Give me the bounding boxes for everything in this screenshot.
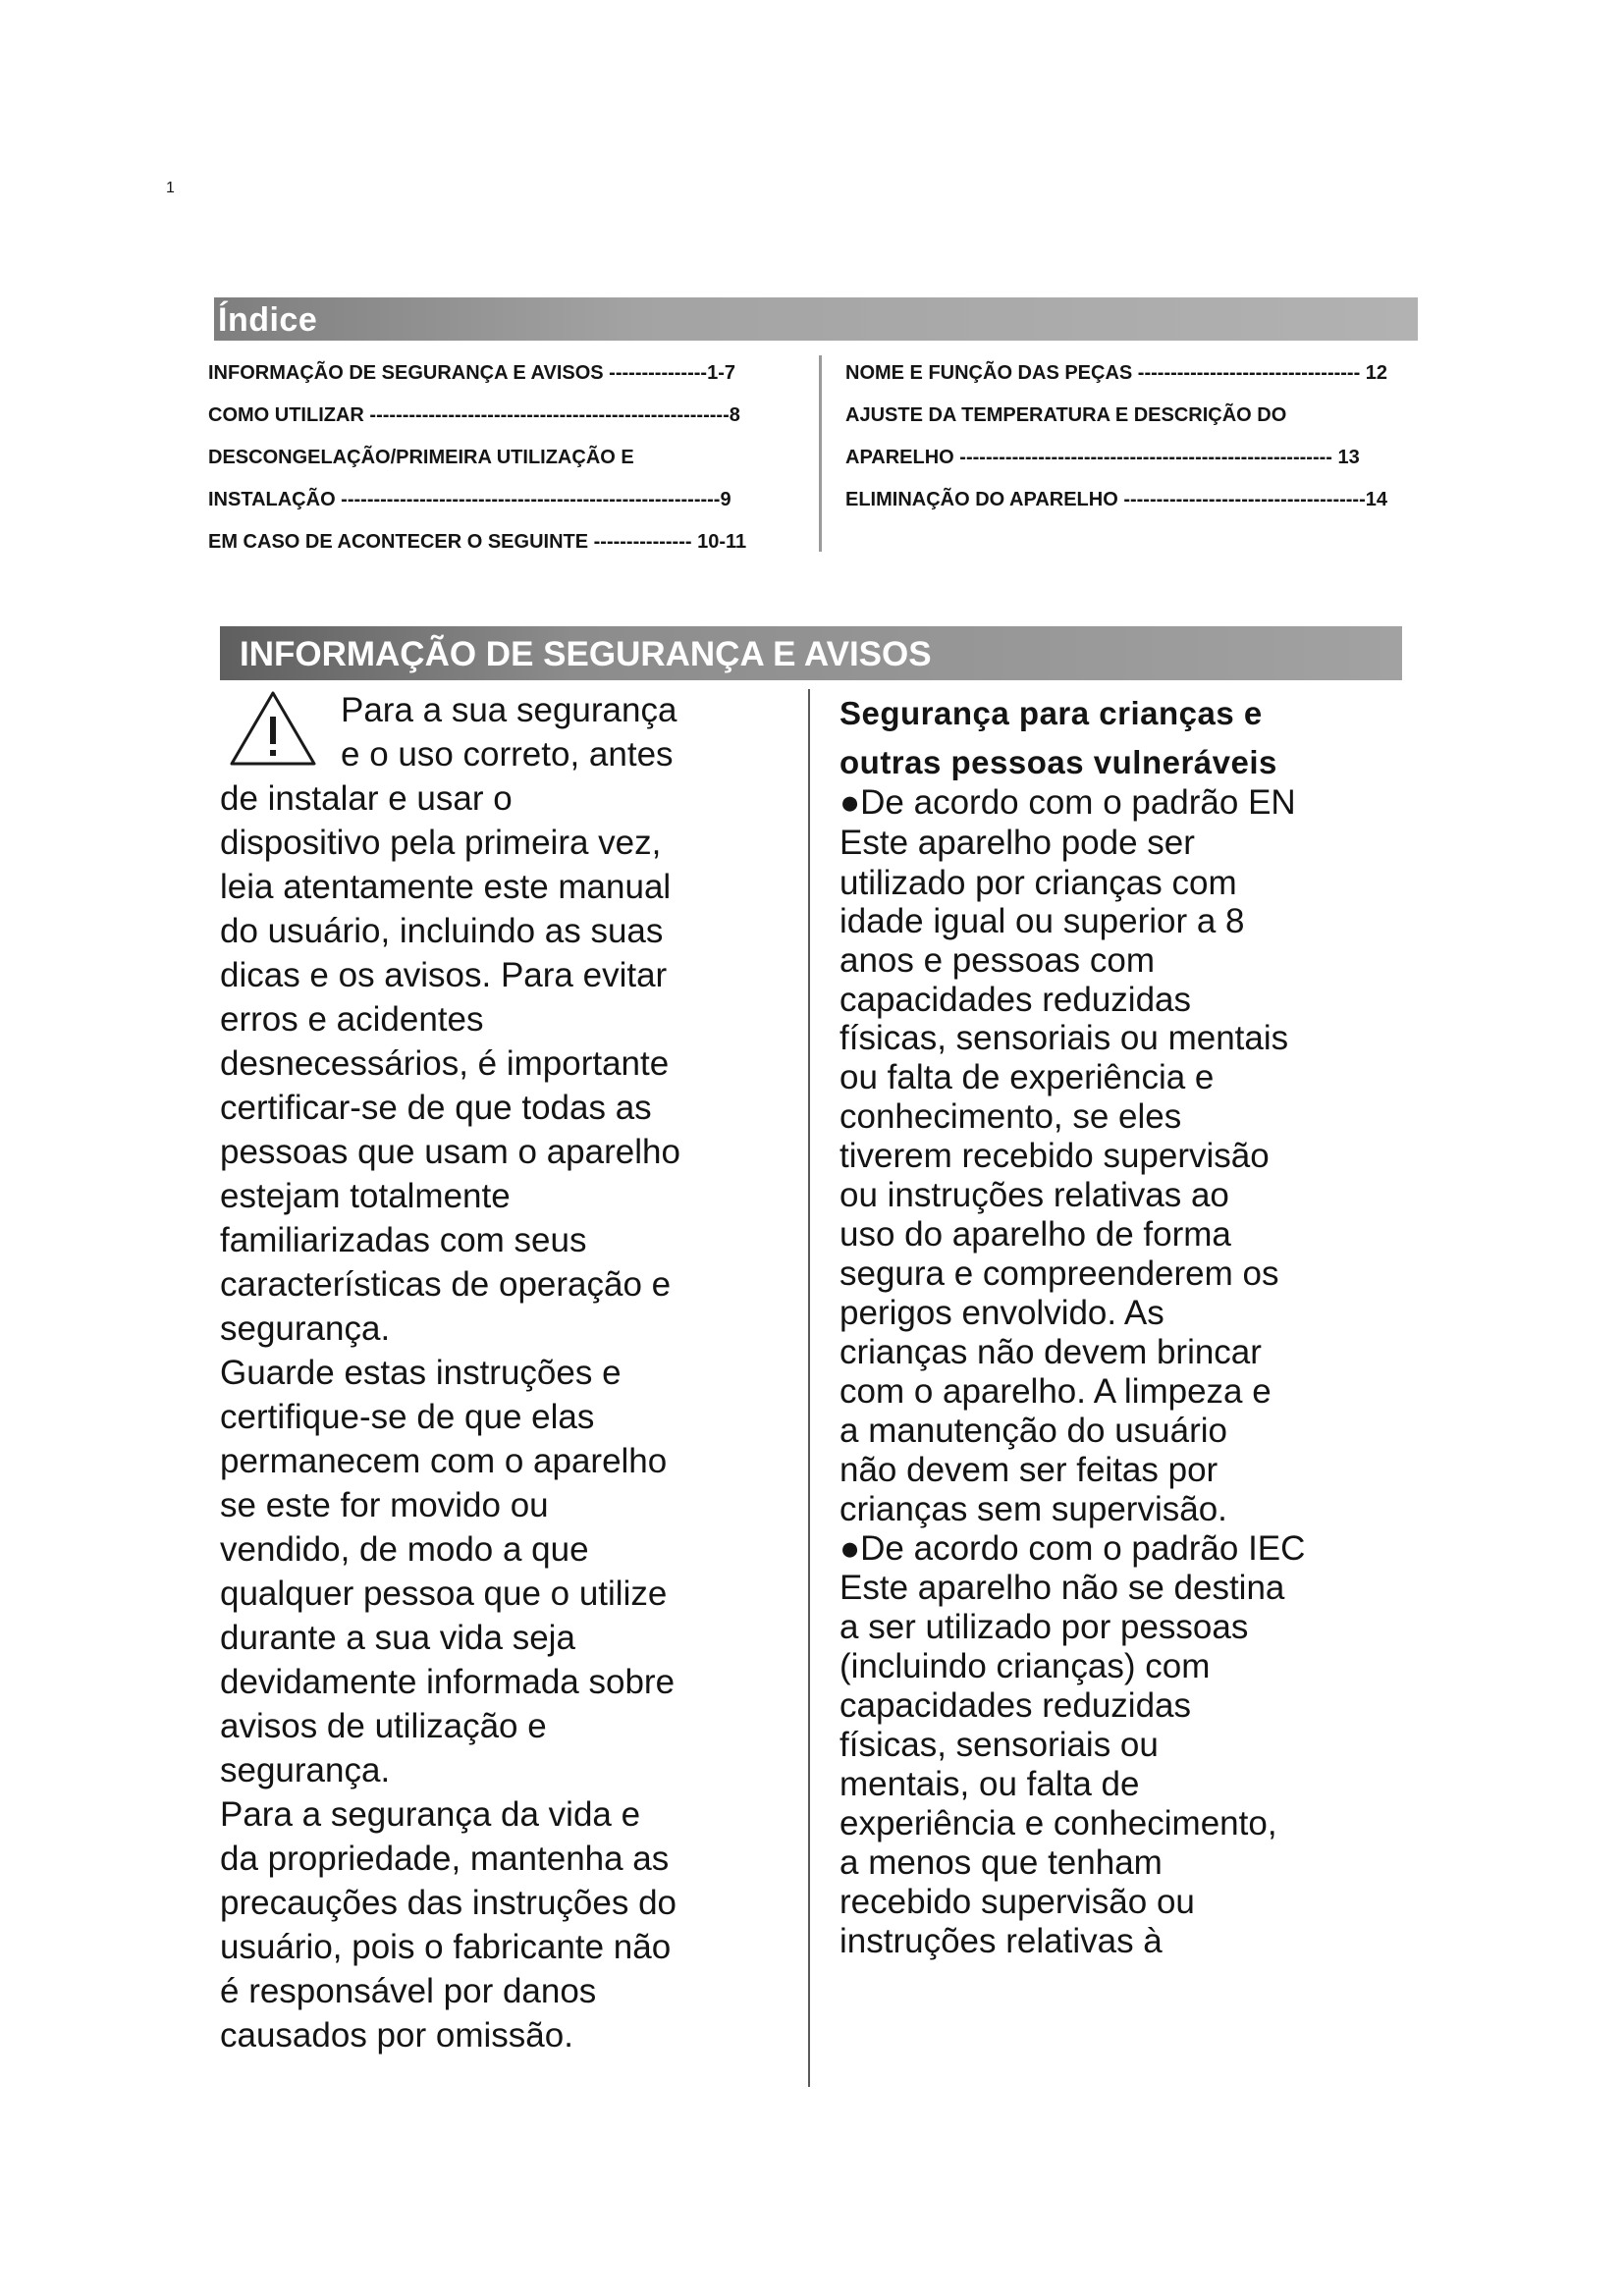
body-line: capacidades reduzidas xyxy=(839,981,1192,1019)
body-line: durante a sua vida seja xyxy=(220,1619,575,1657)
body-line: segurança. xyxy=(220,1751,391,1789)
body-line: ●De acordo com o padrão IEC xyxy=(839,1529,1306,1568)
body-line: erros e acidentes xyxy=(220,1000,484,1039)
index-header-bar xyxy=(214,297,1418,341)
toc-entry: NOME E FUNÇÃO DAS PEÇAS ---------------------------------- 12 xyxy=(845,362,1388,384)
body-line: dicas e os avisos. Para evitar xyxy=(220,956,668,994)
toc-entry: DESCONGELAÇÃO/PRIMEIRA UTILIZAÇÃO E xyxy=(208,447,634,468)
column-divider xyxy=(808,689,810,2087)
body-line: segurança. xyxy=(220,1309,391,1348)
warning-triangle-icon xyxy=(228,689,318,768)
body-line: ou instruções relativas ao xyxy=(839,1176,1229,1214)
body-line: certificar-se de que todas as xyxy=(220,1089,652,1127)
body-line: Guarde estas instruções e xyxy=(220,1354,622,1392)
body-line: físicas, sensoriais ou xyxy=(839,1726,1159,1764)
body-line: Para a sua segurança xyxy=(341,691,677,729)
toc-left-column xyxy=(208,355,807,566)
body-line: devidamente informada sobre xyxy=(220,1663,676,1701)
body-line: segura e compreenderem os xyxy=(839,1255,1279,1293)
body-line: experiência e conhecimento, xyxy=(839,1804,1277,1842)
body-line: uso do aparelho de forma xyxy=(839,1215,1231,1254)
body-line: estejam totalmente xyxy=(220,1177,511,1215)
body-line: a ser utilizado por pessoas xyxy=(839,1608,1249,1646)
toc-entry: ELIMINAÇÃO DO APARELHO -------------------------------------14 xyxy=(845,489,1388,510)
body-line: familiarizadas com seus xyxy=(220,1221,587,1259)
body-line: recebido supervisão ou xyxy=(839,1883,1195,1921)
body-line: causados por omissão. xyxy=(220,2016,573,2055)
body-line: utilizado por crianças com xyxy=(839,864,1237,902)
body-line: crianças não devem brincar xyxy=(839,1333,1262,1371)
subsection-heading: outras pessoas vulneráveis xyxy=(839,744,1277,780)
body-line: mentais, ou falta de xyxy=(839,1765,1140,1803)
section-title: INFORMAÇÃO DE SEGURANÇA E AVISOS xyxy=(240,635,932,673)
body-line: a menos que tenham xyxy=(839,1843,1163,1882)
toc-entry: COMO UTILIZAR -------------------------------------------------------8 xyxy=(208,404,740,426)
index-title: Índice xyxy=(218,301,318,339)
body-line: instruções relativas à xyxy=(839,1922,1163,1960)
body-line: Para a segurança da vida e xyxy=(220,1795,641,1834)
body-line: idade igual ou superior a 8 xyxy=(839,902,1245,940)
body-line: Este aparelho não se destina xyxy=(839,1569,1285,1607)
subsection-heading: Segurança para crianças e xyxy=(839,695,1263,731)
body-line: anos e pessoas com xyxy=(839,941,1156,980)
body-line: dispositivo pela primeira vez, xyxy=(220,824,662,862)
page-number: 1 xyxy=(166,180,175,196)
body-line: do usuário, incluindo as suas xyxy=(220,912,664,950)
body-line: vendido, de modo a que xyxy=(220,1530,589,1569)
body-line: desnecessários, é importante xyxy=(220,1044,670,1083)
body-line: de instalar e usar o xyxy=(220,779,513,818)
body-line: usuário, pois o fabricante não xyxy=(220,1928,672,1966)
body-line: da propriedade, mantenha as xyxy=(220,1840,670,1878)
body-line: a manutenção do usuário xyxy=(839,1412,1227,1450)
body-line: é responsável por danos xyxy=(220,1972,597,2010)
body-line: ou falta de experiência e xyxy=(839,1058,1215,1096)
body-line: permanecem com o aparelho xyxy=(220,1442,668,1480)
body-line: perigos envolvido. As xyxy=(839,1294,1164,1332)
toc-divider xyxy=(819,355,822,552)
body-line: físicas, sensoriais ou mentais xyxy=(839,1019,1289,1057)
body-line: e o uso correto, antes xyxy=(341,735,674,774)
body-line: características de operação e xyxy=(220,1265,672,1304)
body-line: leia atentamente este manual xyxy=(220,868,672,906)
body-line: conhecimento, se eles xyxy=(839,1097,1182,1136)
toc-entry: INSTALAÇÃO ----------------------------------------------------------9 xyxy=(208,489,731,510)
toc-entry: APARELHO --------------------------------------------------------- 13 xyxy=(845,447,1360,468)
body-line: avisos de utilização e xyxy=(220,1707,547,1745)
body-line: tiverem recebido supervisão xyxy=(839,1137,1270,1175)
body-line: não devem ser feitas por xyxy=(839,1451,1218,1489)
toc-entry: INFORMAÇÃO DE SEGURANÇA E AVISOS ---------------1-7 xyxy=(208,362,735,384)
body-line: se este for movido ou xyxy=(220,1486,549,1524)
toc-right-column xyxy=(845,355,1454,524)
body-line: certifique-se de que elas xyxy=(220,1398,595,1436)
body-line: ●De acordo com o padrão EN xyxy=(839,783,1296,822)
body-line: precauções das instruções do xyxy=(220,1884,677,1922)
body-line: pessoas que usam o aparelho xyxy=(220,1133,680,1171)
body-line: com o aparelho. A limpeza e xyxy=(839,1372,1272,1411)
toc-entry: EM CASO DE ACONTECER O SEGUINTE --------------- 10-11 xyxy=(208,531,747,553)
body-line: (incluindo crianças) com xyxy=(839,1647,1211,1685)
body-line: Este aparelho pode ser xyxy=(839,824,1195,862)
body-line: qualquer pessoa que o utilize xyxy=(220,1575,668,1613)
toc-entry: AJUSTE DA TEMPERATURA E DESCRIÇÃO DO xyxy=(845,404,1287,426)
body-line: capacidades reduzidas xyxy=(839,1686,1192,1725)
body-line: crianças sem supervisão. xyxy=(839,1490,1227,1528)
